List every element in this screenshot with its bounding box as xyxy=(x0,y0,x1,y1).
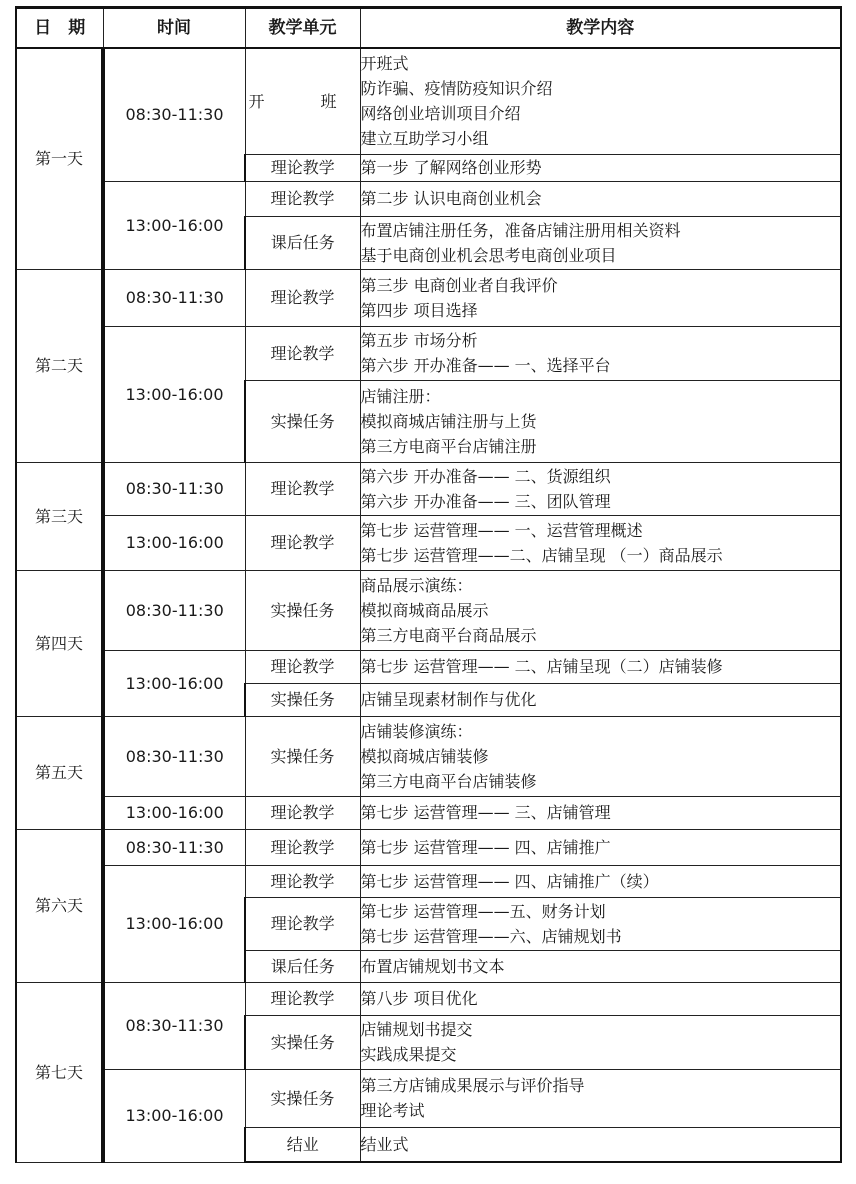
content-line: 第七步 运营管理—— 一、运营管理概述 xyxy=(360,520,643,540)
content-cell xyxy=(360,48,841,154)
content-line: 第七步 运营管理——六、店铺规划书 xyxy=(360,926,622,946)
content-line: 基于电商创业机会思考电商创业项目 xyxy=(360,245,617,265)
table-row xyxy=(16,48,841,154)
table-row xyxy=(16,515,841,570)
table-row xyxy=(16,181,841,216)
unit-label: 理论教学 xyxy=(245,650,360,683)
content-line: 第二步 认识电商创业机会 xyxy=(360,189,542,208)
header-time: 时间 xyxy=(103,8,245,49)
content-line: 店铺呈现素材制作与优化 xyxy=(360,690,537,709)
time-slot: 13:00-16:00 xyxy=(103,865,245,982)
table-row xyxy=(16,796,841,829)
day-label: 第四天 xyxy=(16,570,103,716)
content-line: 网络创业培训项目介绍 xyxy=(360,104,521,124)
content-cell xyxy=(360,181,841,216)
content-line: 结业式 xyxy=(360,1134,409,1154)
content-line: 第三方电商平台商品展示 xyxy=(360,625,537,645)
content-line: 第三方电商平台店铺注册 xyxy=(360,436,537,456)
day-label: 第一天 xyxy=(16,48,103,269)
unit-label: 理论教学 xyxy=(245,796,360,829)
header-day: 日 期 xyxy=(16,8,103,49)
content-line: 第七步 运营管理—— 四、店铺推广 xyxy=(360,837,611,857)
content-line: 第一步 了解网络创业形势 xyxy=(360,158,542,177)
unit-label: 理论教学 xyxy=(245,982,360,1015)
content-line: 实践成果提交 xyxy=(360,1045,457,1064)
time-slot: 08:30-11:30 xyxy=(103,716,245,796)
time-slot: 08:30-11:30 xyxy=(103,48,245,181)
content-line: 商品展示演练： xyxy=(360,575,473,595)
header-content: 教学内容 xyxy=(360,8,841,49)
content-line: 第七步 运营管理——二、店铺呈现 （一）商品展示 xyxy=(360,545,723,565)
time-slot: 13:00-16:00 xyxy=(103,796,245,829)
content-cell xyxy=(360,796,841,829)
unit-label: 理论教学 xyxy=(245,865,360,897)
day-label: 第五天 xyxy=(16,716,103,829)
content-line: 第八步 项目优化 xyxy=(360,989,478,1008)
content-cell xyxy=(360,865,841,897)
content-line: 第七步 运营管理—— 四、店铺推广（续） xyxy=(360,871,659,891)
header-row xyxy=(16,8,841,49)
unit-label: 课后任务 xyxy=(245,216,360,269)
content-cell xyxy=(360,216,841,269)
unit-label: 实操任务 xyxy=(245,683,360,716)
table-row xyxy=(16,982,841,1015)
unit-label: 结业 xyxy=(245,1127,360,1162)
time-slot: 08:30-11:30 xyxy=(103,982,245,1069)
unit-label: 开 班 xyxy=(245,48,360,154)
table-row xyxy=(16,650,841,683)
unit-label: 实操任务 xyxy=(245,380,360,462)
table-row xyxy=(16,716,841,796)
schedule-table xyxy=(15,6,842,1163)
unit-label: 理论教学 xyxy=(245,462,360,515)
table-row xyxy=(16,326,841,380)
unit-label: 理论教学 xyxy=(245,269,360,326)
table-row xyxy=(16,1069,841,1127)
content-line: 模拟商城商品展示 xyxy=(360,600,489,620)
content-cell xyxy=(360,650,841,683)
content-cell xyxy=(360,897,841,950)
unit-label: 理论教学 xyxy=(245,897,360,950)
table-row xyxy=(16,829,841,865)
time-slot: 13:00-16:00 xyxy=(103,326,245,462)
unit-label: 理论教学 xyxy=(245,515,360,570)
content-line: 店铺装修演练： xyxy=(360,721,473,741)
content-line: 第六步 开办准备—— 三、团队管理 xyxy=(360,491,611,511)
time-slot: 08:30-11:30 xyxy=(103,570,245,650)
content-cell xyxy=(360,570,841,650)
content-line: 第五步 市场分析 xyxy=(360,331,478,350)
content-cell xyxy=(360,950,841,982)
content-line: 模拟商城店铺装修 xyxy=(360,746,489,766)
day-label: 第三天 xyxy=(16,462,103,570)
time-slot: 13:00-16:00 xyxy=(103,181,245,269)
content-line: 第三方店铺成果展示与评价指导 xyxy=(360,1076,585,1095)
table-row xyxy=(16,865,841,897)
content-line: 第七步 运营管理—— 三、店铺管理 xyxy=(360,803,611,822)
content-line: 第三步 电商创业者自我评价 xyxy=(360,275,558,295)
header-unit: 教学单元 xyxy=(245,8,360,49)
unit-label: 理论教学 xyxy=(245,181,360,216)
content-cell xyxy=(360,829,841,865)
content-line: 布置店铺注册任务，准备店铺注册用相关资料 xyxy=(360,220,681,240)
time-slot: 13:00-16:00 xyxy=(103,650,245,716)
content-cell xyxy=(360,1127,841,1162)
content-line: 建立互助学习小组 xyxy=(360,129,489,149)
time-slot: 08:30-11:30 xyxy=(103,829,245,865)
day-label: 第六天 xyxy=(16,829,103,982)
content-line: 模拟商城店铺注册与上货 xyxy=(360,411,537,431)
content-cell xyxy=(360,683,841,716)
content-cell xyxy=(360,515,841,570)
content-line: 店铺注册： xyxy=(360,386,441,406)
time-slot: 13:00-16:00 xyxy=(103,1069,245,1162)
content-cell xyxy=(360,1069,841,1127)
content-cell xyxy=(360,462,841,515)
table-row xyxy=(16,269,841,326)
content-line: 第三方电商平台店铺装修 xyxy=(360,771,537,791)
time-slot: 08:30-11:30 xyxy=(103,269,245,326)
content-cell xyxy=(360,269,841,326)
unit-label: 理论教学 xyxy=(245,326,360,380)
day-label: 第七天 xyxy=(16,982,103,1162)
day-label: 第二天 xyxy=(16,269,103,462)
unit-label: 理论教学 xyxy=(245,829,360,865)
content-cell xyxy=(360,716,841,796)
content-line: 布置店铺规划书文本 xyxy=(360,956,505,976)
unit-label: 理论教学 xyxy=(245,154,360,181)
content-cell xyxy=(360,154,841,181)
unit-label: 课后任务 xyxy=(245,950,360,982)
content-line: 第四步 项目选择 xyxy=(360,300,478,320)
content-cell xyxy=(360,1015,841,1069)
unit-label: 实操任务 xyxy=(245,716,360,796)
unit-label: 实操任务 xyxy=(245,1069,360,1127)
content-line: 第七步 运营管理—— 二、店铺呈现（二）店铺装修 xyxy=(360,657,723,676)
time-slot: 08:30-11:30 xyxy=(103,462,245,515)
unit-label: 实操任务 xyxy=(245,1015,360,1069)
content-cell xyxy=(360,982,841,1015)
unit-label: 实操任务 xyxy=(245,570,360,650)
content-cell xyxy=(360,326,841,380)
content-line: 第六步 开办准备—— 二、货源组织 xyxy=(360,466,611,486)
content-line: 第七步 运营管理——五、财务计划 xyxy=(360,901,606,921)
time-slot: 13:00-16:00 xyxy=(103,515,245,570)
content-line: 开班式 xyxy=(360,54,409,74)
table-row xyxy=(16,570,841,650)
content-line: 理论考试 xyxy=(360,1101,425,1120)
content-line: 第六步 开办准备—— 一、选择平台 xyxy=(360,356,611,375)
table-row xyxy=(16,462,841,515)
content-line: 防诈骗、疫情防疫知识介绍 xyxy=(360,79,553,99)
content-line: 店铺规划书提交 xyxy=(360,1020,473,1039)
content-cell xyxy=(360,380,841,462)
